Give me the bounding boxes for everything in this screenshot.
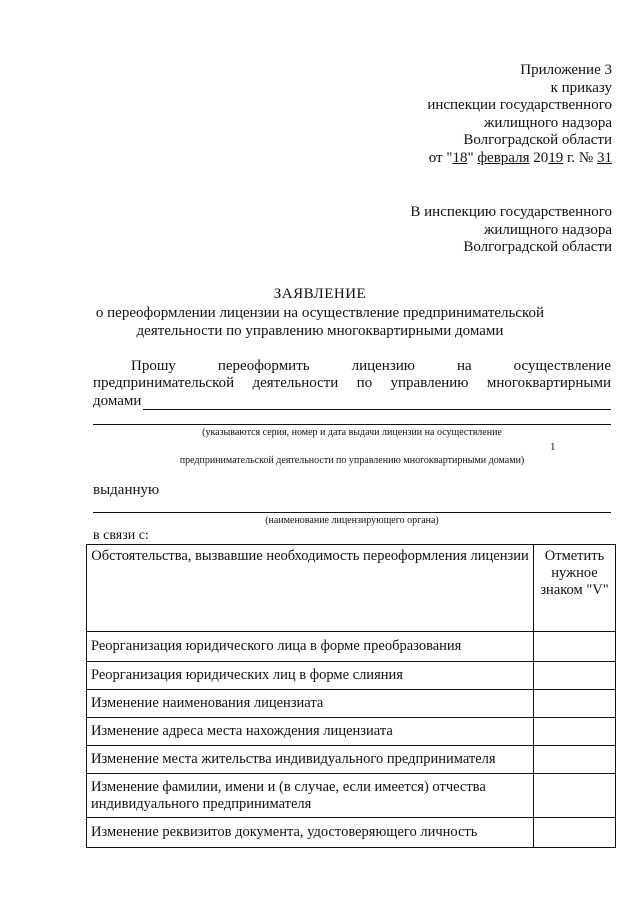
request-line-2 [93,375,611,392]
order-date-line [427,150,612,168]
table-row [87,746,616,774]
date-year-b: 19 [548,149,564,166]
table-row [87,632,616,662]
request-word: многоквартирными [486,375,611,391]
reason-cell: Изменение наименования лицензиата [87,690,534,718]
request-paragraph [93,358,611,392]
appendix-header [427,62,612,167]
reason-cell: Изменение реквизитов документа, удостоверяющего личность [87,818,534,848]
issued-by-label: выданную [93,482,160,498]
circumstances-table [86,544,616,848]
request-word: на [456,358,472,374]
due-to-label: в связи с: [93,528,149,543]
request-word: переоформить [217,358,310,374]
mark-cell[interactable] [534,746,616,774]
addressee-line: В инспекцию государственного [410,204,612,220]
mark-cell[interactable] [534,632,616,662]
addressee-block [410,204,612,257]
request-word: деятельности [252,375,339,391]
table-row [87,662,616,690]
table-row [87,818,616,848]
table-row [87,718,616,746]
request-word: Прошу [131,358,176,374]
date-prefix: от " [428,149,453,166]
request-word: предпринимательской [93,375,235,391]
reason-cell: Изменение фамилии, имени и (в случае, если имеется) отчества индивидуального предпринимателя [87,774,534,818]
request-word: лицензию [351,358,415,374]
request-word: по [356,375,373,391]
appendix-line: жилищного надзора [483,114,612,131]
mark-cell[interactable] [534,774,616,818]
date-month: февраля [477,149,530,166]
license-details-field[interactable] [143,394,611,410]
reason-cell: Изменение адреса места нахождения лицензиата [87,718,534,746]
mark-cell[interactable] [534,818,616,848]
reason-cell: Реорганизация юридического лица в форме преобразования [87,632,534,662]
header-reason: Обстоятельства, вызвавшие необходимость переоформления лицензии [87,545,534,632]
appendix-line: инспекции государственного [427,97,612,113]
license-details-field-2[interactable] [93,424,611,425]
appendix-line: к приказу [550,79,612,96]
document-subtitle [0,304,640,340]
hint-license-details: (указываются серия, номер и дата выдачи лицензии на осуществление [202,427,502,438]
table-row [87,774,616,818]
date-sep: " [467,149,478,166]
appendix-line: Волгоградской области [463,132,612,148]
table-row [87,690,616,718]
hint-license-details-cont: предпринимательской деятельности по управлению многоквартирными домами) [179,455,525,466]
reason-cell: Реорганизация юридических лиц в форме слияния [87,662,534,690]
addressee-line: Волгоградской области [463,239,612,255]
request-line-1 [93,358,611,375]
request-word: домами [93,393,142,409]
mark-cell[interactable] [534,690,616,718]
date-year-a: 20 [533,149,549,166]
header-mark: Отметить нужное знаком "V" [534,545,616,632]
document-title: ЗАЯВЛЕНИЕ [273,286,367,302]
request-word: управлению [390,375,469,391]
order-number: 31 [597,149,612,166]
subtitle-line: деятельности по управлению многоквартирными домами [136,323,504,339]
subtitle-line: о переоформлении лицензии на осуществление предпринимательской [95,305,545,321]
hint-issuing-authority: (наименование лицензирующего органа) [265,515,439,526]
table-header-row [87,545,616,632]
addressee-line: жилищного надзора [483,221,612,238]
date-suffix: г. № [563,149,597,166]
appendix-line: Приложение 3 [520,62,612,78]
issuing-authority-field[interactable] [93,512,611,513]
mark-cell[interactable] [534,718,616,746]
license-details-line [93,393,611,410]
request-word: осуществление [513,358,611,374]
date-day: 18 [452,149,468,166]
mark-cell[interactable] [534,662,616,690]
footnote-mark: 1 [550,441,556,453]
reason-cell: Изменение места жительства индивидуального предпринимателя [87,746,534,774]
